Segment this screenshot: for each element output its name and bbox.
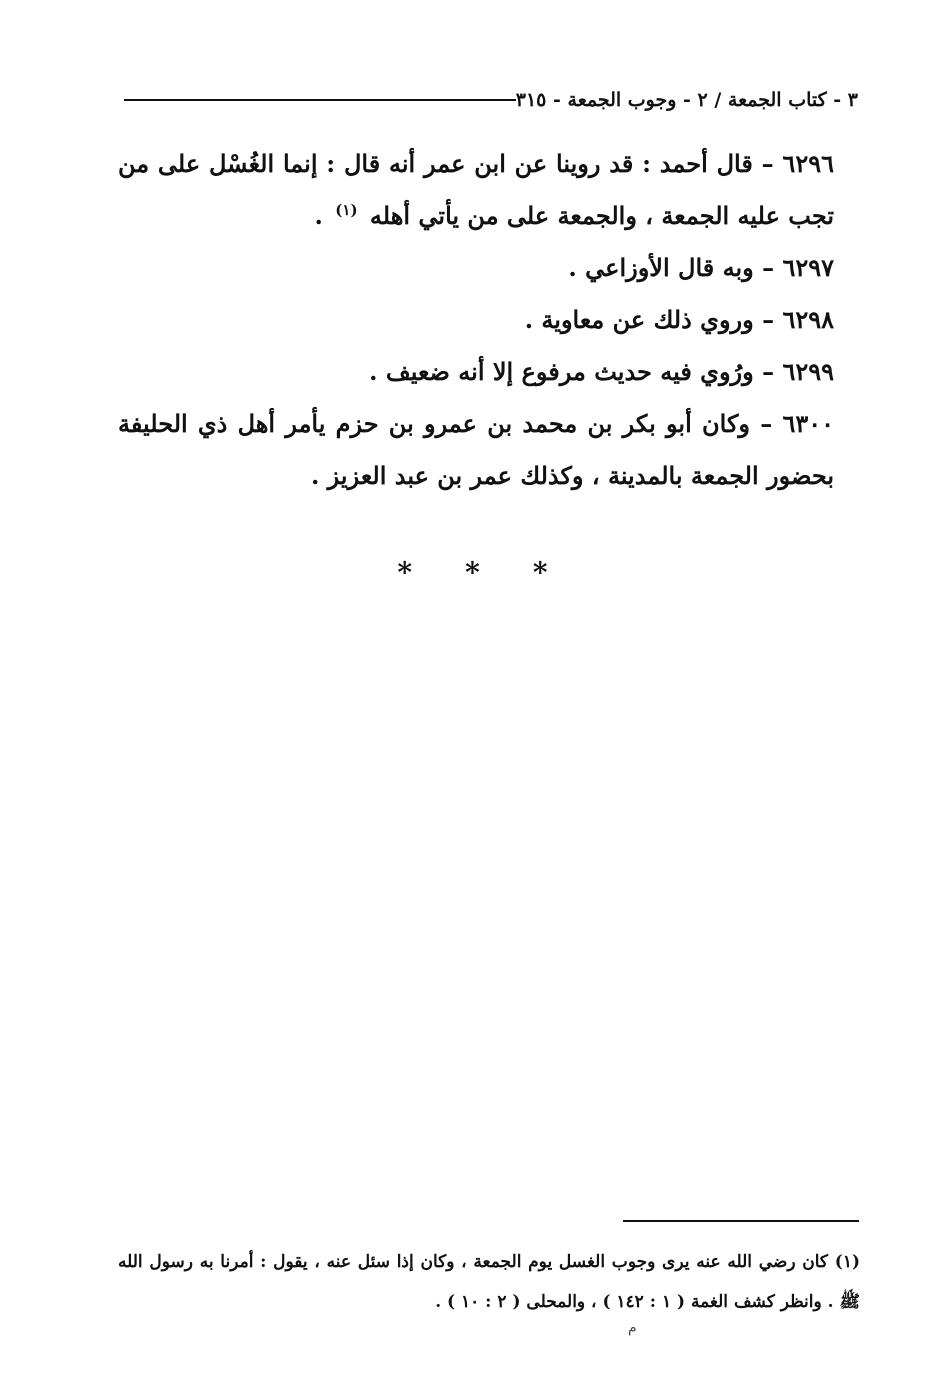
entry-6299: ٦٢٩٩ – ورُوي فيه حديث مرفوع إلا أنه ضعيف . — [369, 357, 834, 386]
asterisk-icon: * — [397, 556, 413, 589]
footnote-rule — [623, 1220, 859, 1222]
entry-text: وكان أبو بكر بن محمد بن عمرو بن حزم يأمر أهل ذي الحليفة بحضور الجمعة بالمدينة ، وكذلك عمر بن عبد العزيز . — [118, 409, 834, 490]
entry-6298: ٦٢٩٨ – وروي ذلك عن معاوية . — [524, 305, 834, 334]
footnote-1: (١) كان رضي الله عنه يرى وجوب الغسل يوم الجمعة ، وكان إذا سئل عنه ، يقول : أمرنا به رسول الله ﷺ . وانظر كشف الغمة ( ١ : ١٤٢ ) ، والمحلى ( ٢ : ١٠ ) . — [118, 1252, 860, 1312]
asterisk-icon: * — [465, 556, 480, 589]
entry-number: ٦٢٩٧ — [782, 253, 834, 282]
entry-text: ورُوي فيه حديث مرفوع إلا أنه ضعيف . — [369, 357, 754, 386]
entry-text: وبه قال الأوزاعي . — [568, 253, 754, 282]
footnote-reference[interactable]: (١) — [335, 201, 358, 219]
section-separator — [0, 556, 945, 589]
entry-text: وروي ذلك عن معاوية . — [524, 305, 754, 334]
header-rule — [124, 99, 516, 101]
page-mark: م — [628, 1320, 637, 1336]
main-text — [118, 138, 860, 502]
running-header — [118, 82, 858, 118]
entry-6296: ٦٢٩٦ – قال أحمد : قد روينا عن ابن عمر أنه قال : إنما الغُسْل على من تجب عليه الجمعة ، والجمعة على من يأتي أهله $^{(١)}$ . — [118, 149, 834, 230]
entry-number: ٦٢٩٩ — [782, 357, 834, 386]
entry-number: ٦٣٠٠ — [782, 409, 834, 438]
entry-number: ٦٢٩٦ — [782, 149, 834, 178]
running-title: ٣ - كتاب الجمعة / ٢ - وجوب الجمعة - ٣١٥ — [515, 89, 858, 111]
entry-6300: ٦٣٠٠ – وكان أبو بكر بن محمد بن عمرو بن حزم يأمر أهل ذي الحليفة بحضور الجمعة بالمدينة ، وكذلك عمر بن عبد العزيز . — [118, 409, 834, 490]
entry-end: . — [314, 201, 323, 230]
entry-number: ٦٢٩٨ — [782, 305, 834, 334]
asterisk-icon: * — [532, 556, 548, 589]
entry-text: قال أحمد : قد روينا عن ابن عمر أنه قال : إنما الغُسْل على من تجب عليه الجمعة ، والجمعة على من يأتي أهله — [118, 149, 834, 230]
entry-6297: ٦٢٩٧ – وبه قال الأوزاعي . — [568, 253, 834, 282]
